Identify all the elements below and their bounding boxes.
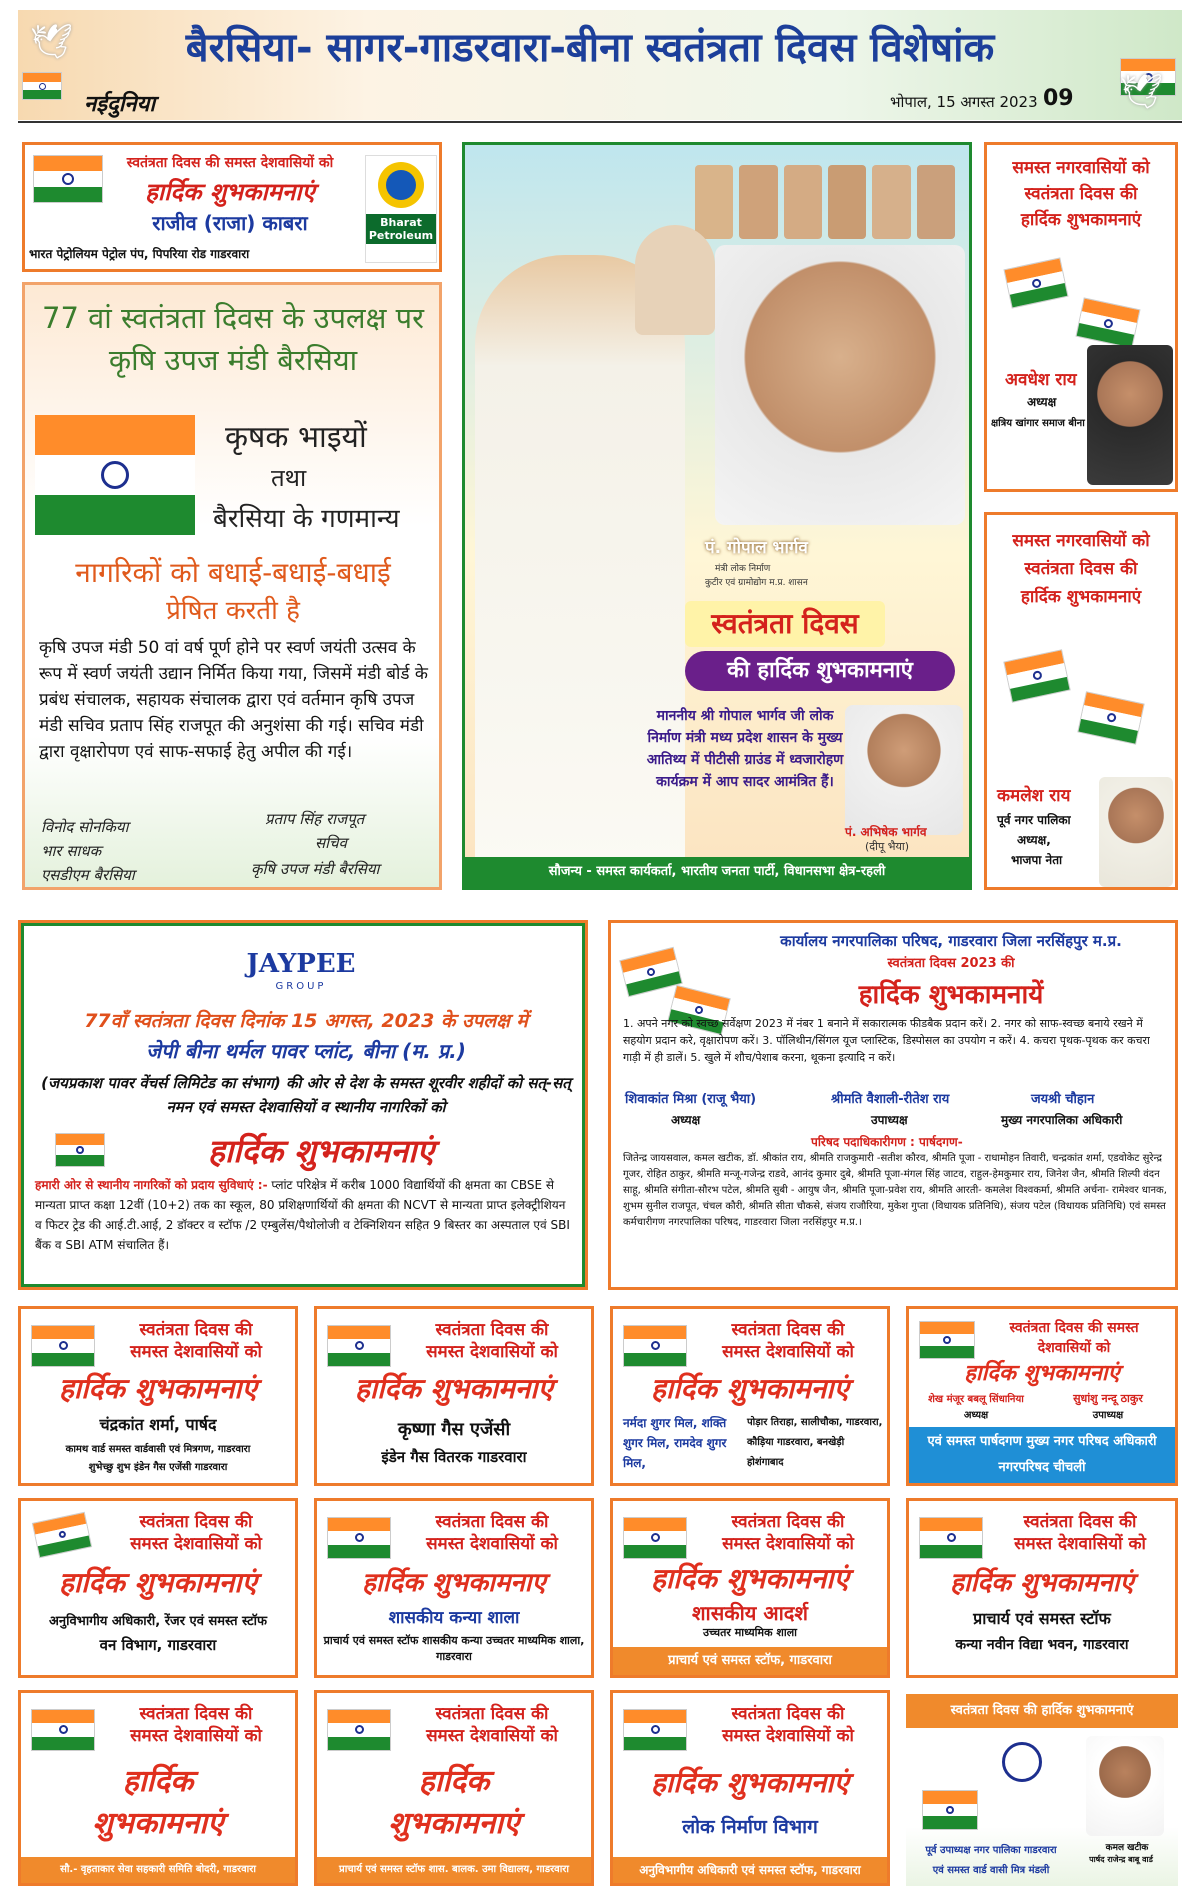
jaypee-line2: जेपी बीना थर्मल पावर प्लांट, बीना (म. प्र.) xyxy=(146,1039,466,1063)
row1-3-h1: स्वतंत्रता दिवस की xyxy=(731,1320,845,1340)
row3-3-h2: हार्दिक शुभकामनाएं xyxy=(651,1766,849,1799)
row1-4-h1: स्वतंत्रता दिवस की समस्त xyxy=(1009,1320,1139,1336)
nagar-line3: हार्दिक शुभकामनायें xyxy=(858,980,1044,1010)
ad-row1-2 xyxy=(314,1306,594,1486)
leaders-photo-strip xyxy=(695,165,955,239)
row2-3-h2: हार्दिक शुभकामनाएं xyxy=(651,1562,849,1595)
ad-row3-3 xyxy=(610,1690,890,1886)
dateline: भोपाल, 15 अगस्त 2023 xyxy=(890,93,1038,111)
row3-2-h1b: समस्त देशवासियों को xyxy=(426,1726,558,1746)
bpcl-line2: हार्दिक शुभकामनाएं xyxy=(145,178,315,206)
mandi-line-b: तथा xyxy=(271,464,307,492)
row3-4-role: पार्षद राजेन्द्र बाबू वार्ड xyxy=(1089,1855,1153,1864)
bpcl-name: राजीव (राजा) काबरा xyxy=(152,211,308,235)
nagar-official3-name: जयश्री चौहान xyxy=(1031,1092,1095,1107)
flag-icon xyxy=(327,1325,391,1367)
jaypee-facilities-label: हमारी ओर से स्थानीय नागरिकों को प्रदाय सुविधाएं :- xyxy=(35,1178,268,1192)
mandi-body: कृषि उपज मंडी 50 वां वर्ष पूर्ण होने पर स्वर्ण जयंती उत्सव के रूप में स्वर्ण जयंती उद्यान निर्मित किया गया, जिसमें मंडी बोर्ड के प्रबंध संचालक, सहायक संचालक द्वारा एवं वर्तमान कृषि उपज मंडी सचिव प्रताप सिंह राजपूत की अनुशंसा की गई। सचिव मंडी द्वारा वृक्षारोपण एवं साफ-सफाई हेतु अपील की गई। xyxy=(39,638,428,762)
jaypee-logo-sub: GROUP xyxy=(275,981,327,992)
flag-icon xyxy=(623,1325,687,1367)
flag-icon xyxy=(327,1517,391,1559)
awadhesh-org: क्षत्रिय खांगार समाज बीना xyxy=(991,418,1085,429)
saint-portrait xyxy=(635,225,715,335)
row3-3-b1: लोक निर्माण विभाग xyxy=(682,1816,818,1838)
row3-4-h1: स्वतंत्रता दिवस की हार्दिक शुभकामनाएं xyxy=(906,1694,1178,1728)
row1-1-b1: चंद्रकांत शर्मा, पार्षद xyxy=(99,1415,217,1434)
flag-icon xyxy=(22,72,62,100)
abhishek-portrait xyxy=(845,705,963,835)
row1-2-h1b: समस्त देशवासियों को xyxy=(426,1342,558,1362)
row2-4-h1: स्वतंत्रता दिवस की xyxy=(1023,1512,1137,1532)
row3-4-b1: पूर्व उपाध्यक्ष नगर पालिका गाडरवारा xyxy=(925,1845,1057,1856)
flag-icon xyxy=(1003,257,1068,308)
flag-icon xyxy=(327,1709,391,1751)
row1-4-r2: उपाध्यक्ष xyxy=(1092,1410,1124,1421)
nagar-official1-role: अध्यक्ष xyxy=(671,1113,701,1127)
nagar-official3-role: मुख्य नगरपालिका अधिकारी xyxy=(1001,1113,1123,1127)
bpcl-address: भारत पेट्रोलियम पेट्रोल पंप, पिपरिया रोड गाडरवारा xyxy=(29,247,250,261)
flag-icon xyxy=(919,1321,975,1359)
row3-3-h1: स्वतंत्रता दिवस की xyxy=(731,1704,845,1724)
row3-1-h2a: हार्दिक xyxy=(122,1764,194,1799)
row2-4-h1b: समस्त देशवासियों को xyxy=(1014,1534,1146,1554)
mandi-heading: 77 वां स्वतंत्रता दिवस के उपलक्ष पर कृषि उपज मंडी बैरसिया xyxy=(42,301,424,377)
kamlesh-role-2: अध्यक्ष, xyxy=(1017,833,1051,847)
second-name: पं. अभिषेक भार्गव xyxy=(845,825,927,839)
nagar-body: 1. अपने नगर को स्वच्छ सर्वेक्षण 2023 में नंबर 1 बनाने में सकारात्मक फीडबैक प्रदान करें। 2. नगर को साफ-स्वच्छ बनाये रखने में सहयोग प्रदान करे, वृक्षारोपण करें। 3. पॉलिथीन/सिंगल यूज प्लास्टिक, डिस्पोसल का उपयोग न करें। 4. कचरा पृथक-पृथक कर कचरा गाड़ी में ही डालें। 5. खुले में शौच/पेशाब करना, थूकना इत्यादि न करें। xyxy=(623,1017,1150,1064)
row2-1-h1b: समस्त देशवासियों को xyxy=(130,1534,262,1554)
row1-4-h2: हार्दिक शुभकामनाएं xyxy=(964,1361,1120,1386)
row2-1-b2: वन विभाग, गाडरवारा xyxy=(99,1636,217,1654)
ad-nagarpalika xyxy=(608,920,1178,1290)
ad-row3-1 xyxy=(18,1690,298,1886)
row3-1-h1: स्वतंत्रता दिवस की xyxy=(139,1704,253,1724)
mandi-line-a: कृषक भाइयों xyxy=(225,420,367,455)
nagar-council: जितेन्द्र जायसवाल, कमल खटीक, डॉ. श्रीकांत राय, श्रीमति राजकुमारी -सतीश कौरव, श्रीमति पूजा - राधामोहन तिवारी, चन्द्रकांत शर्मा, एडवोकेट सुरेन्द्र गूजर, रोहित ठाकुर, श्रीमति मन्जू-गजेन्द्र राडवे, आनंद कुमार दुबे, श्रीमति पूजा-मंगल सिंह जाटव, राहुल-हेमकुमार राय, जिनेश जैन, श्रीमति शिल्पी वंदन साहू, श्रीमति संगीता-सौरभ पटेल, श्रीमति सुबी - आयुष जैन, श्रीमति पूजा-प्रवेश राय, श्रीमति आरती- कमलेश विश्वकर्मा, श्रीमति अर्चना- रामेश्वर धानक, शुभम सुनील राजपूत, चंचल कौरी, श्रीमति सीता चौकसे, संजय राजौरिया, मुकेश गुप्ता (विधायक प्रतिनिधि), संजय पटेल (विधायक प्रतिनिधि) एवं समस्त कर्मचारीगण नगरपालिका परिषद, गाडरवारा जिला नरसिंहपुर म.प्र.। xyxy=(623,1153,1167,1228)
row1-3-b2: पोड़ार तिराहा, सालीचौका, गाडरवारा, कौड़िया गाडरवारा, बनखेड़ी होशंगाबाद xyxy=(747,1417,883,1468)
row3-2-h2a: हार्दिक xyxy=(418,1764,490,1799)
flag-icon xyxy=(1003,649,1070,703)
row3-2-h2b: शुभकामनाएं xyxy=(388,1806,520,1841)
flag-icon xyxy=(619,947,683,997)
ad-bhargava xyxy=(462,142,972,890)
jaypee-line4: हार्दिक शुभकामनाएं xyxy=(207,1132,435,1170)
row3-1-h1b: समस्त देशवासियों को xyxy=(130,1726,262,1746)
masthead: नईदुनिया xyxy=(84,92,156,117)
bhargava-headline-1: स्वतंत्रता दिवस xyxy=(685,601,885,647)
nagar-official1-name: शिवाकांत मिश्रा (राजू भैया) xyxy=(625,1092,757,1107)
bpcl-logo xyxy=(365,155,437,263)
ad-row2-3 xyxy=(610,1498,890,1678)
flag-icon xyxy=(55,1133,105,1167)
row1-1-h1: स्वतंत्रता दिवस की xyxy=(139,1320,253,1340)
jaypee-facilities: प्लांट परिक्षेत्र में करीब 1000 विद्यार्थियों की क्षमता का CBSE से मान्यता प्राप्त कक्षा 12वीं (10+2) तक का स्कूल, 80 प्रशिक्षणार्थियों की क्षमता की NCVT से मान्यता प्राप्त इलेक्ट्रीशियन व फिटर ट्रेड की आई.टी.आई, 2 डॉक्टर व स्टॉफ /2 एम्बुलेंस/पैथोलोजी व टेक्निशियन सहित 9 बिस्तर का अस्पताल एवं SBI बैंक व SBI ATM संचालित हैं। xyxy=(35,1178,570,1252)
bhargava-title-1: मंत्री लोक निर्माण xyxy=(715,564,771,574)
ad-mandi xyxy=(22,282,442,890)
nagar-council-label: परिषद पदाधिकारीगण : पार्षदगण- xyxy=(811,1135,963,1149)
ad-row1-4 xyxy=(906,1306,1178,1486)
row1-4-n2: सुधांशु नन्दू ठाकुर xyxy=(1073,1392,1143,1405)
ad-row3-2 xyxy=(314,1690,594,1886)
row3-4-b2: एवं समस्त वार्ड वासी मित्र मंडली xyxy=(932,1865,1050,1876)
ad-kamlesh xyxy=(984,512,1178,890)
awadhesh-role: अध्यक्ष xyxy=(1027,395,1057,409)
row1-3-h1b: समस्त देशवासियों को xyxy=(722,1342,854,1362)
mandi-sig-left-2: भार साधक xyxy=(41,842,102,860)
bpcl-line1: स्वतंत्रता दिवस की समस्त देशवासियों को xyxy=(126,155,334,171)
kamlesh-line2: स्वतंत्रता दिवस की xyxy=(1024,559,1138,579)
row1-1-b3: शुभेच्छु शुभ इंडेन गैस एजेंसी गाडरवारा xyxy=(88,1462,228,1473)
mandi-line-c: बैरसिया के गणमान्य xyxy=(213,504,400,534)
ad-row2-4 xyxy=(906,1498,1178,1678)
nagar-line2: स्वतंत्रता दिवस 2023 की xyxy=(887,956,1015,971)
row3-4-name: कमल खटीक xyxy=(1105,1843,1149,1853)
page-title: बैरसिया- सागर-गाडरवारा-बीना स्वतंत्रता दिवस विशेषांक xyxy=(185,25,995,71)
mandi-line-e: प्रेषित करती है xyxy=(166,596,300,626)
row2-1-h2: हार्दिक शुभकामनाएं xyxy=(59,1566,257,1599)
row2-1-b1: अनुविभागीय अधिकारी, रेंजर एवं समस्त स्टॉफ xyxy=(48,1614,268,1629)
dove-icon: 🕊 xyxy=(1120,72,1164,112)
row2-3-h1b: समस्त देशवासियों को xyxy=(722,1534,854,1554)
mandi-sig-right-3: कृषि उपज मंडी बैरसिया xyxy=(251,860,380,878)
flag-icon xyxy=(33,155,103,203)
row2-3-b1: शासकीय आदर्श xyxy=(691,1601,809,1625)
row1-4-r1: अध्यक्ष xyxy=(963,1410,989,1421)
flag-icon xyxy=(1077,691,1144,745)
row2-2-b1: शासकीय कन्या शाला xyxy=(388,1608,520,1628)
bpcl-logo-text1: Bharat xyxy=(380,216,422,229)
ad-jaypee xyxy=(18,920,588,1290)
bhargava-title-2: कुटीर एवं ग्रामोद्योग म.प्र. शासन xyxy=(705,578,808,588)
row1-3-b1: नर्मदा शुगर मिल, शक्ति शुगर मिल, रामदेव शुगर मिल, xyxy=(623,1416,727,1470)
row2-4-h2: हार्दिक शुभकामनाएं xyxy=(950,1568,1134,1598)
mandi-sig-right-1: प्रताप सिंह राजपूत xyxy=(265,810,365,828)
row2-3-b1s: उच्चतर माध्यमिक शाला xyxy=(702,1626,798,1639)
kamlesh-line3: हार्दिक शुभकामनाएं xyxy=(1020,587,1142,607)
row1-1-h1b: समस्त देशवासियों को xyxy=(130,1342,262,1362)
bhargava-name: पं. गोपाल भार्गव xyxy=(705,538,808,558)
mandi-sig-right-2: सचिव xyxy=(315,834,347,852)
ashoka-chakra-icon xyxy=(1002,1742,1042,1782)
dove-icon: 🕊 xyxy=(30,22,74,62)
row1-2-b1: कृष्णा गैस एजेंसी xyxy=(397,1419,511,1440)
nagar-official2-role: उपाध्यक्ष xyxy=(871,1113,908,1127)
row2-2-h1: स्वतंत्रता दिवस की xyxy=(435,1512,549,1532)
row2-2-h2: हार्दिक शुभकामनाए xyxy=(362,1568,546,1598)
row2-3-h1: स्वतंत्रता दिवस की xyxy=(731,1512,845,1532)
jaypee-logo: JAYPEE xyxy=(246,949,356,979)
flag-icon xyxy=(623,1517,687,1559)
kamlesh-name: कमलेश राय xyxy=(997,786,1071,806)
ad-row2-2 xyxy=(314,1498,594,1678)
flag-icon xyxy=(31,1709,95,1751)
row1-3-h2: हार्दिक शुभकामनाएं xyxy=(651,1372,849,1405)
row1-2-h1: स्वतंत्रता दिवस की xyxy=(435,1320,549,1340)
ad-bpcl xyxy=(22,142,442,272)
flag-icon xyxy=(31,1325,95,1367)
kamlesh-line1: समस्त नगरवासियों को xyxy=(1012,531,1150,551)
row3-2-bar: प्राचार्य एवं समस्त स्टॉफ शास. बालक. उमा विद्यालय, गाडरवारा xyxy=(317,1857,591,1883)
jaypee-facilities-block xyxy=(35,1175,575,1255)
awadhesh-line2: स्वतंत्रता दिवस की xyxy=(1024,184,1138,204)
row3-2-h1: स्वतंत्रता दिवस की xyxy=(435,1704,549,1724)
row1-1-b2: कामथ वार्ड समस्त वार्डवासी एवं मित्रगण, गाडरवारा xyxy=(65,1444,251,1455)
flag-icon xyxy=(922,1790,978,1830)
row1-4-n1: शेख मंजूर बबलू सिंधानिया xyxy=(928,1394,1024,1405)
bhargava-headline-2: की हार्दिक शुभकामनाएं xyxy=(685,651,955,691)
flag-icon xyxy=(623,1709,687,1751)
jaypee-line3: (जयप्रकाश पावर वेंचर्स लिमिटेड का संभाग) की ओर से देश के समस्त शूरवीर शहीदों को सत्-सत् नमन एवं समस्त देशवासियों व स्थानीय नागरिकों को xyxy=(41,1074,571,1116)
ad-row1-1 xyxy=(18,1306,298,1486)
awadhesh-name: अवधेश राय xyxy=(1005,370,1077,390)
row2-4-b2: कन्या नवीन विद्या भवन, गाडरवारा xyxy=(955,1637,1129,1653)
ad-row1-3 xyxy=(610,1306,890,1486)
awadhesh-line3: हार्दिक शुभकामनाएं xyxy=(1020,210,1142,230)
kamlesh-portrait xyxy=(1099,777,1173,887)
bhargava-portrait xyxy=(715,245,965,525)
header-rule xyxy=(18,121,1182,123)
ad-awadhesh xyxy=(984,142,1178,492)
kamal-portrait xyxy=(1086,1736,1164,1836)
ad-row2-1 xyxy=(18,1498,298,1678)
flag-icon xyxy=(1075,297,1140,348)
row2-3-bar: प्राचार्य एवं समस्त स्टॉफ, गाडरवारा xyxy=(613,1647,887,1675)
second-nick: (दीपू भैया) xyxy=(865,840,909,853)
flag-icon xyxy=(35,415,195,535)
kamlesh-role-1: पूर्व नगर पालिका xyxy=(997,813,1071,827)
ad-row3-4 xyxy=(906,1690,1178,1886)
flag-icon xyxy=(919,1517,983,1559)
row1-4-h1b: देशवासियों को xyxy=(1037,1340,1111,1356)
bhargava-invite: माननीय श्री गोपाल भार्गव जी लोक निर्माण मंत्री मध्य प्रदेश शासन के मुख्य आतिथ्य में पीटीसी ग्राउंड में ध्वजारोहण कार्यक्रम में आप सादर आमंत्रित हैं। xyxy=(646,708,844,790)
nagar-line1: कार्यालय नगरपालिका परिषद, गाडरवारा जिला नरसिंहपुर म.प्र. xyxy=(780,932,1122,950)
kamlesh-role-3: भाजपा नेता xyxy=(1011,853,1063,867)
row1-2-b2: इंडेन गैस वितरक गाडरवारा xyxy=(381,1448,527,1466)
row2-2-b2: प्राचार्य एवं समस्त स्टॉफ शासकीय कन्या उच्चतर माध्यमिक शाला, गाडरवारा xyxy=(323,1634,585,1663)
page-number: 09 xyxy=(1043,86,1074,111)
mandi-line-d: नागरिकों को बधाई-बधाई-बधाई xyxy=(75,556,391,589)
row2-2-h1b: समस्त देशवासियों को xyxy=(426,1534,558,1554)
mandi-sig-left-3: एसडीएम बैरसिया xyxy=(41,866,135,884)
awadhesh-line1: समस्त नगरवासियों को xyxy=(1012,158,1150,178)
nagar-official2-name: श्रीमति वैशाली-रीतेश राय xyxy=(831,1092,950,1107)
flag-icon xyxy=(32,1512,92,1558)
mandi-sig-left-1: विनोद सोनकिया xyxy=(41,818,129,836)
bhargava-footer: सौजन्य - समस्त कार्यकर्ता, भारतीय जनता पार्टी, विधानसभा क्षेत्र-रहली xyxy=(465,857,969,887)
row3-3-bar: अनुविभागीय अधिकारी एवं समस्त स्टॉफ, गाडरवारा xyxy=(613,1857,887,1883)
row1-2-h2: हार्दिक शुभकामनाएं xyxy=(355,1372,553,1405)
row1-4-bar: एवं समस्त पार्षदगण मुख्य नगर परिषद अधिकारी नगरपरिषद चीचली xyxy=(909,1427,1175,1483)
row2-4-b1: प्राचार्य एवं समस्त स्टॉफ xyxy=(973,1609,1111,1628)
row3-3-h1b: समस्त देशवासियों को xyxy=(722,1726,854,1746)
row2-1-h1: स्वतंत्रता दिवस की xyxy=(139,1512,253,1532)
jaypee-line1: 77वाँ स्वतंत्रता दिवस दिनांक 15 अगस्त, 2023 के उपलक्ष में xyxy=(84,1010,528,1032)
bpcl-logo-text2: Petroleum xyxy=(368,229,434,242)
row3-1-bar: सौ.- वृहताकार सेवा सहकारी समिति बोदरी, गाडरवारा xyxy=(21,1857,295,1883)
row3-1-h2b: शुभकामनाएं xyxy=(92,1806,224,1841)
row1-1-h2: हार्दिक शुभकामनाएं xyxy=(59,1372,257,1405)
